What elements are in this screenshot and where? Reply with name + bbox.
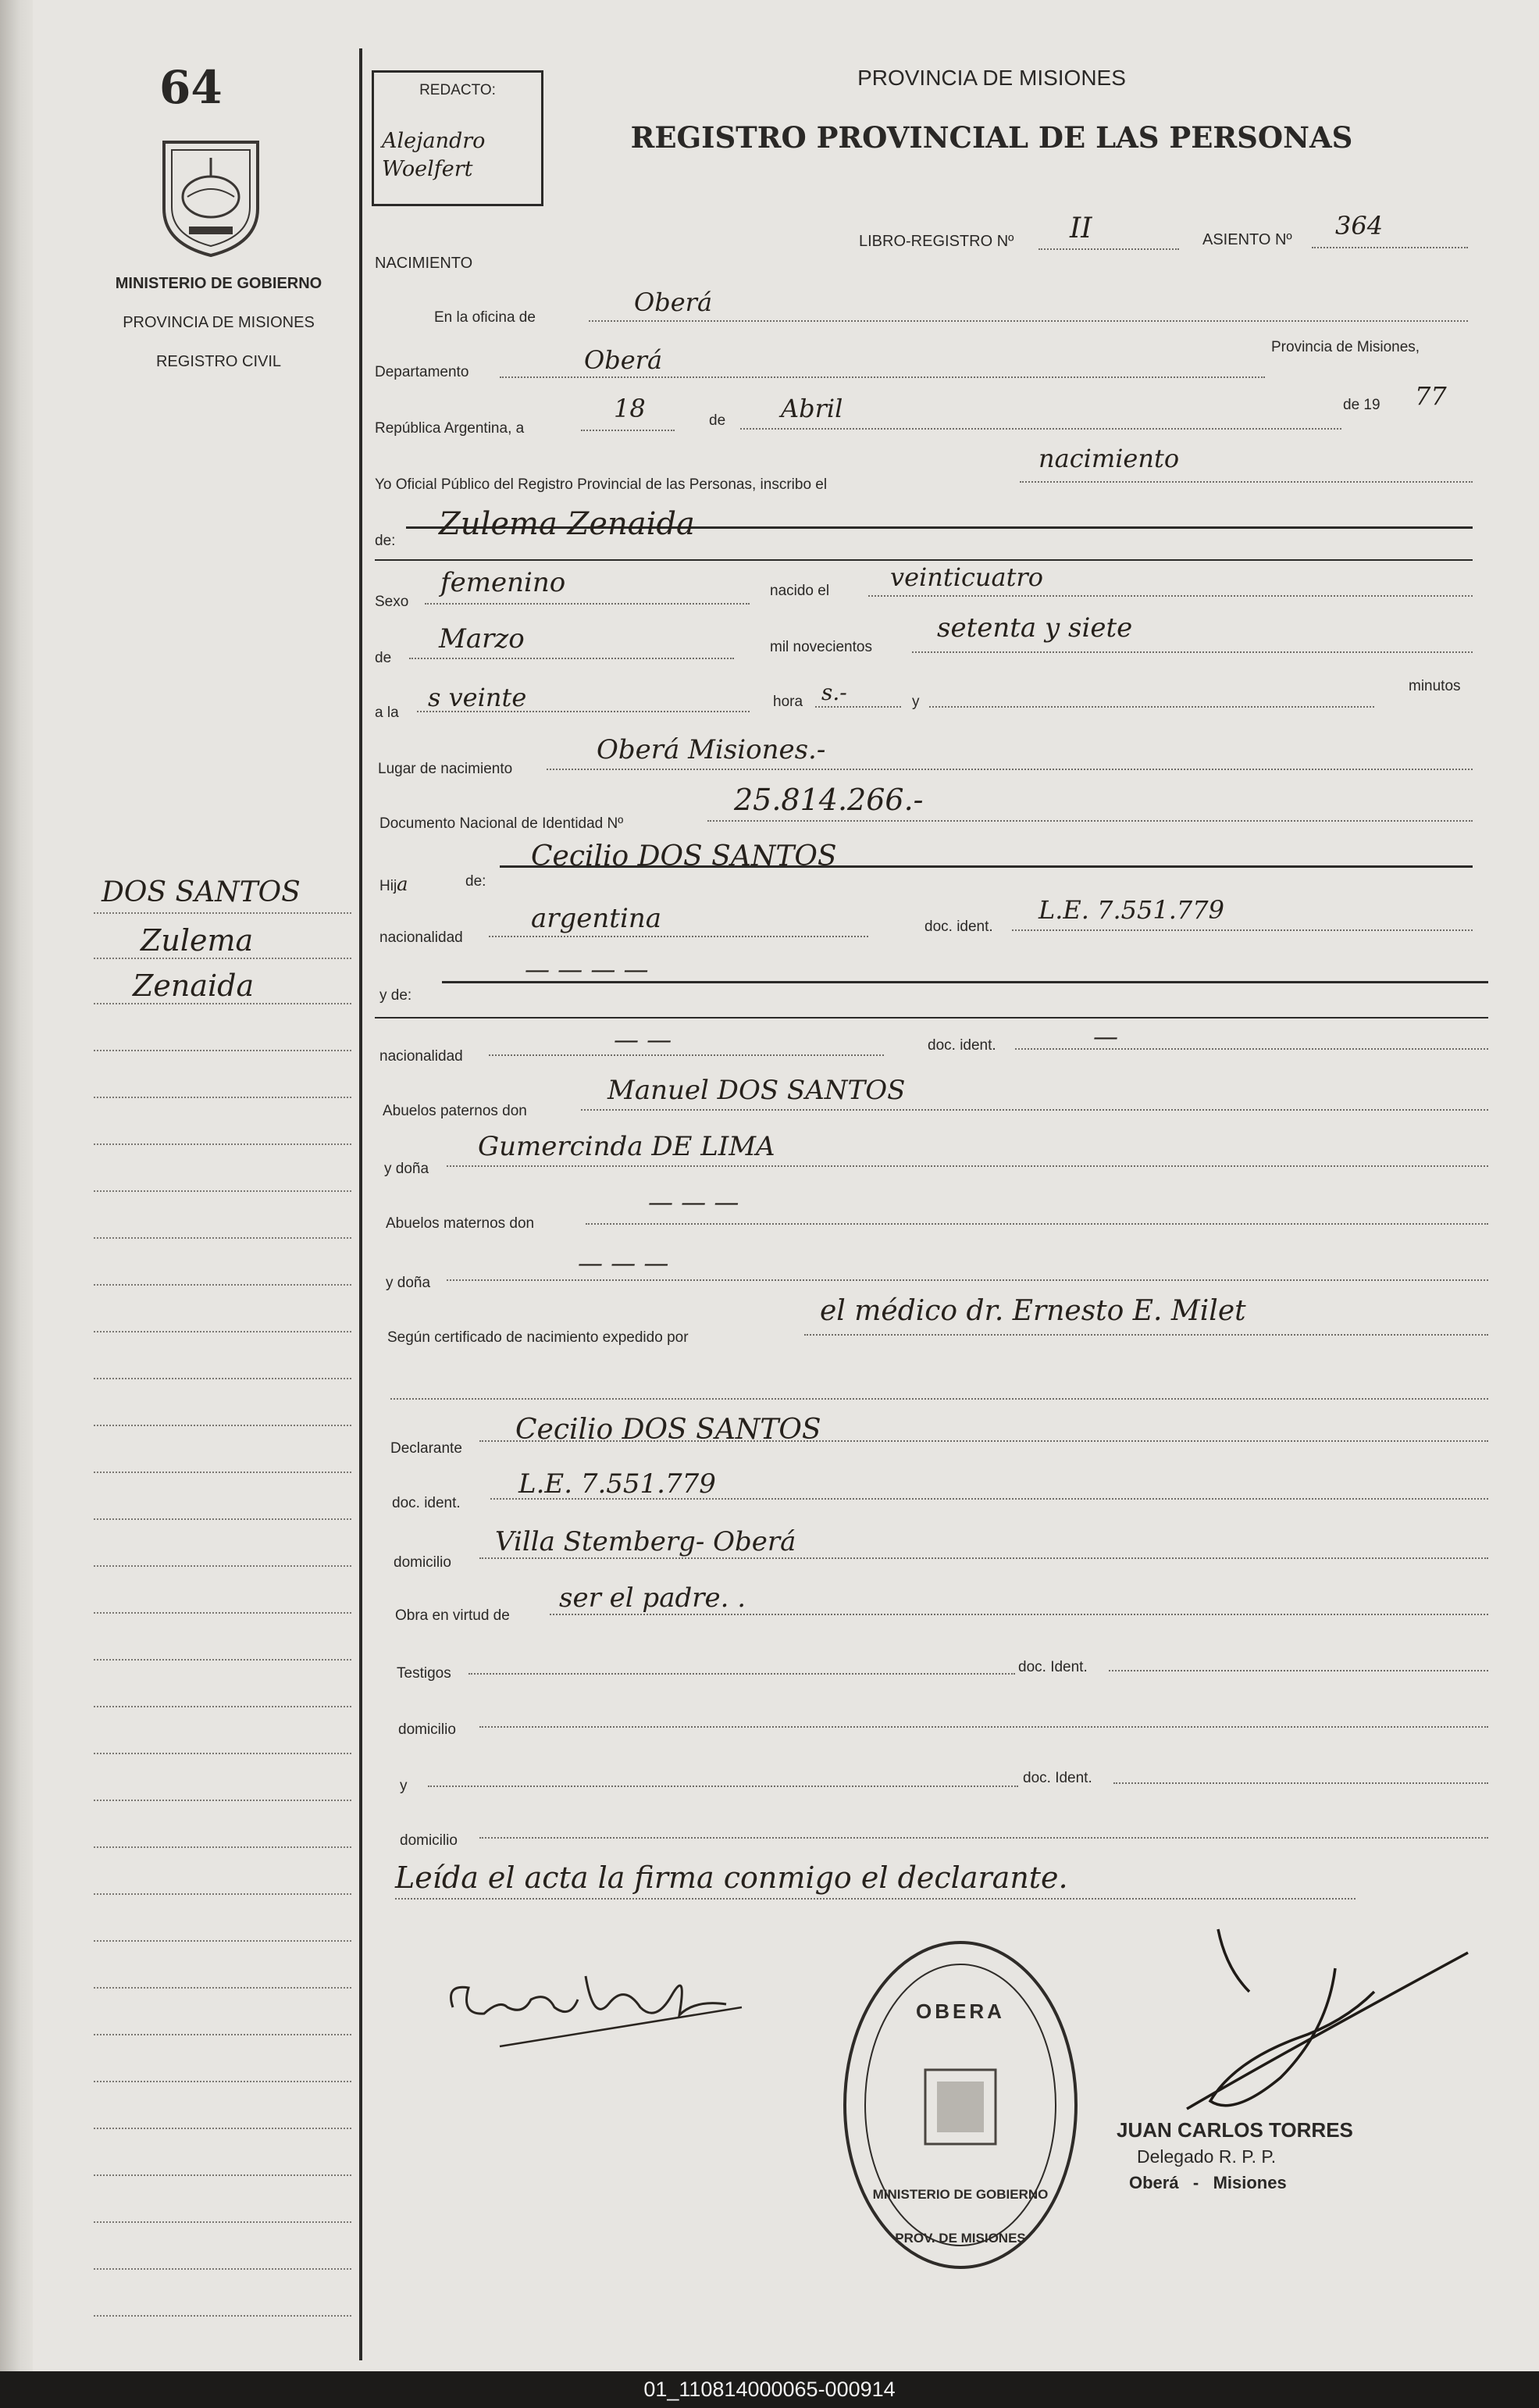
asiento-value: 364 <box>1335 211 1384 241</box>
section-label: NACIMIENTO <box>375 255 473 272</box>
stamp-city: OBERA <box>916 2000 1005 2023</box>
nacido-label: nacido el <box>770 583 830 599</box>
redacto-label: REDACTO: <box>419 82 496 98</box>
doc-ident-label: doc. ident. <box>924 919 993 935</box>
y2-label: y <box>400 1778 408 1794</box>
margin-surname: DOS SANTOS <box>102 876 301 908</box>
nac-padre-value: argentina <box>531 903 662 934</box>
anio-label: de 19 <box>1343 397 1380 413</box>
provincial-emblem <box>156 134 265 259</box>
dia-value: 18 <box>614 394 646 423</box>
leida-text: Leída el acta la firma conmigo el declarante. <box>395 1860 1068 1895</box>
nombre-value: Zulema Zenaida <box>439 506 695 542</box>
padre-value: Cecilio DOS SANTOS <box>531 840 837 872</box>
official-place: Oberá - Misiones <box>1129 2173 1287 2192</box>
departamento-value: Oberá <box>584 345 663 375</box>
hora-value: s.- <box>821 680 847 705</box>
margin-first-name: Zulema <box>141 923 254 958</box>
anio-value: 77 <box>1415 381 1447 411</box>
page-number: 64 <box>159 61 223 114</box>
certificado-label: Según certificado de nacimiento expedido por <box>387 1329 689 1346</box>
province-label: PROVINCIA DE MISIONES <box>123 314 315 331</box>
hora-label: hora <box>773 694 803 710</box>
abuelo-pat-value: Manuel DOS SANTOS <box>607 1075 906 1106</box>
de-mes-label: de <box>375 650 392 666</box>
domicilio-value: Villa Stemberg- Oberá <box>495 1526 796 1557</box>
sexo-value: femenino <box>440 567 566 598</box>
doc-ident2-label: doc. ident. <box>928 1037 996 1054</box>
official-signature <box>1140 1921 1484 2124</box>
official-stamp <box>839 1937 1081 2273</box>
doc-madre-value: — <box>1093 1022 1118 1051</box>
declarante-value: Cecilio DOS SANTOS <box>515 1414 821 1446</box>
margin-second-name: Zenaida <box>133 969 255 1003</box>
mil-label: mil novecientos <box>770 639 872 655</box>
domicilio-label: domicilio <box>394 1554 451 1571</box>
republica-label: República Argentina, a <box>375 420 525 437</box>
registry-title: REGISTRO PROVINCIAL DE LAS PERSONAS <box>630 120 1353 155</box>
mil-value: setenta y siete <box>937 612 1133 644</box>
oficina-value: Oberá <box>634 287 713 317</box>
inscribo-label: Yo Oficial Público del Registro Provincial de las Personas, inscribo el <box>375 476 828 493</box>
declarante-signature <box>437 1953 750 2062</box>
sexo-label: Sexo <box>375 594 409 610</box>
civil-registry-label: REGISTRO CIVIL <box>155 353 282 370</box>
abuela-pat-value: Gumercinda DE LIMA <box>478 1131 775 1162</box>
dni-label: Documento Nacional de Identidad Nº <box>379 815 624 832</box>
official-role: Delegado R. P. P. <box>1137 2146 1277 2167</box>
lugar-label: Lugar de nacimiento <box>378 761 513 777</box>
abuela-mat-value: — — — <box>578 1248 669 1278</box>
minutos-label: minutos <box>1409 678 1461 694</box>
hijo-de-label: de: <box>465 873 486 890</box>
de-label: de <box>709 412 726 429</box>
abuelos-pat-label: Abuelos paternos don <box>383 1103 527 1119</box>
nacionalidad2-label: nacionalidad <box>379 1048 463 1065</box>
stamp-province: PROV. DE MISIONES <box>895 2231 1026 2246</box>
lugar-value: Oberá Misiones.- <box>597 734 826 765</box>
header-province: PROVINCIA DE MISIONES <box>857 66 1126 90</box>
departamento-label: Departamento <box>375 364 469 380</box>
declarante-label: Declarante <box>390 1440 462 1457</box>
doc-test-label: doc. Ident. <box>1018 1659 1088 1675</box>
doc-decl-label: doc. ident. <box>392 1495 461 1511</box>
y-label: y <box>912 694 920 710</box>
official-name: JUAN CARLOS TORRES <box>1117 2118 1353 2142</box>
domicilio3-label: domicilio <box>400 1832 458 1849</box>
madre-value: — — — — <box>525 954 649 984</box>
libro-value: II <box>1070 212 1092 244</box>
column-divider <box>359 48 362 2360</box>
de-nombre-label: de: <box>375 533 396 549</box>
abuelo-mat-value: — — — <box>648 1187 739 1217</box>
abuelos-mat-label: Abuelos maternos don <box>386 1215 535 1232</box>
libro-label: LIBRO-REGISTRO Nº <box>859 233 1014 250</box>
obra-label: Obra en virtud de <box>395 1607 510 1624</box>
dni-value: 25.814.266.- <box>734 783 924 817</box>
certificado-value: el médico dr. Ernesto E. Milet <box>820 1295 1246 1327</box>
nacido-value: veinticuatro <box>890 562 1043 592</box>
y-dona2-label: y doña <box>386 1275 431 1291</box>
redacto-box <box>372 70 543 206</box>
hijo-suffix: a <box>397 873 408 895</box>
provincia-suffix: Provincia de Misiones, <box>1271 339 1420 355</box>
oficina-label: En la oficina de <box>434 309 536 326</box>
y-de-label: y de: <box>379 987 412 1004</box>
ala-label: a la <box>375 705 399 721</box>
footer-id: 01_110814000065-000914 <box>0 2371 1539 2408</box>
binding-edge <box>0 0 33 2371</box>
doc-decl-value: L.E. 7.551.779 <box>518 1468 716 1500</box>
mes-value: Abril <box>781 394 843 423</box>
inscribo-value: nacimiento <box>1038 444 1180 473</box>
obra-value: ser el padre. . <box>559 1582 746 1614</box>
doc-test2-label: doc. Ident. <box>1023 1770 1092 1786</box>
doc-padre-value: L.E. 7.551.779 <box>1038 895 1224 925</box>
stamp-ministry: MINISTERIO DE GOBIERNO <box>872 2187 1049 2202</box>
nac-madre-value: — — <box>614 1025 672 1054</box>
mes-nac-value: Marzo <box>439 623 525 655</box>
ministry-label: MINISTERIO DE GOBIERNO <box>115 275 322 292</box>
nacionalidad-label: nacionalidad <box>379 929 463 946</box>
testigos-label: Testigos <box>397 1665 451 1682</box>
hijo-label: Hija <box>379 873 408 895</box>
domicilio2-label: domicilio <box>398 1721 456 1738</box>
y-dona-label: y doña <box>384 1161 429 1177</box>
asiento-label: ASIENTO Nº <box>1202 231 1292 248</box>
ala-value: s veinte <box>428 683 527 712</box>
redacto-signature: Alejandro Woelfert <box>382 129 486 181</box>
